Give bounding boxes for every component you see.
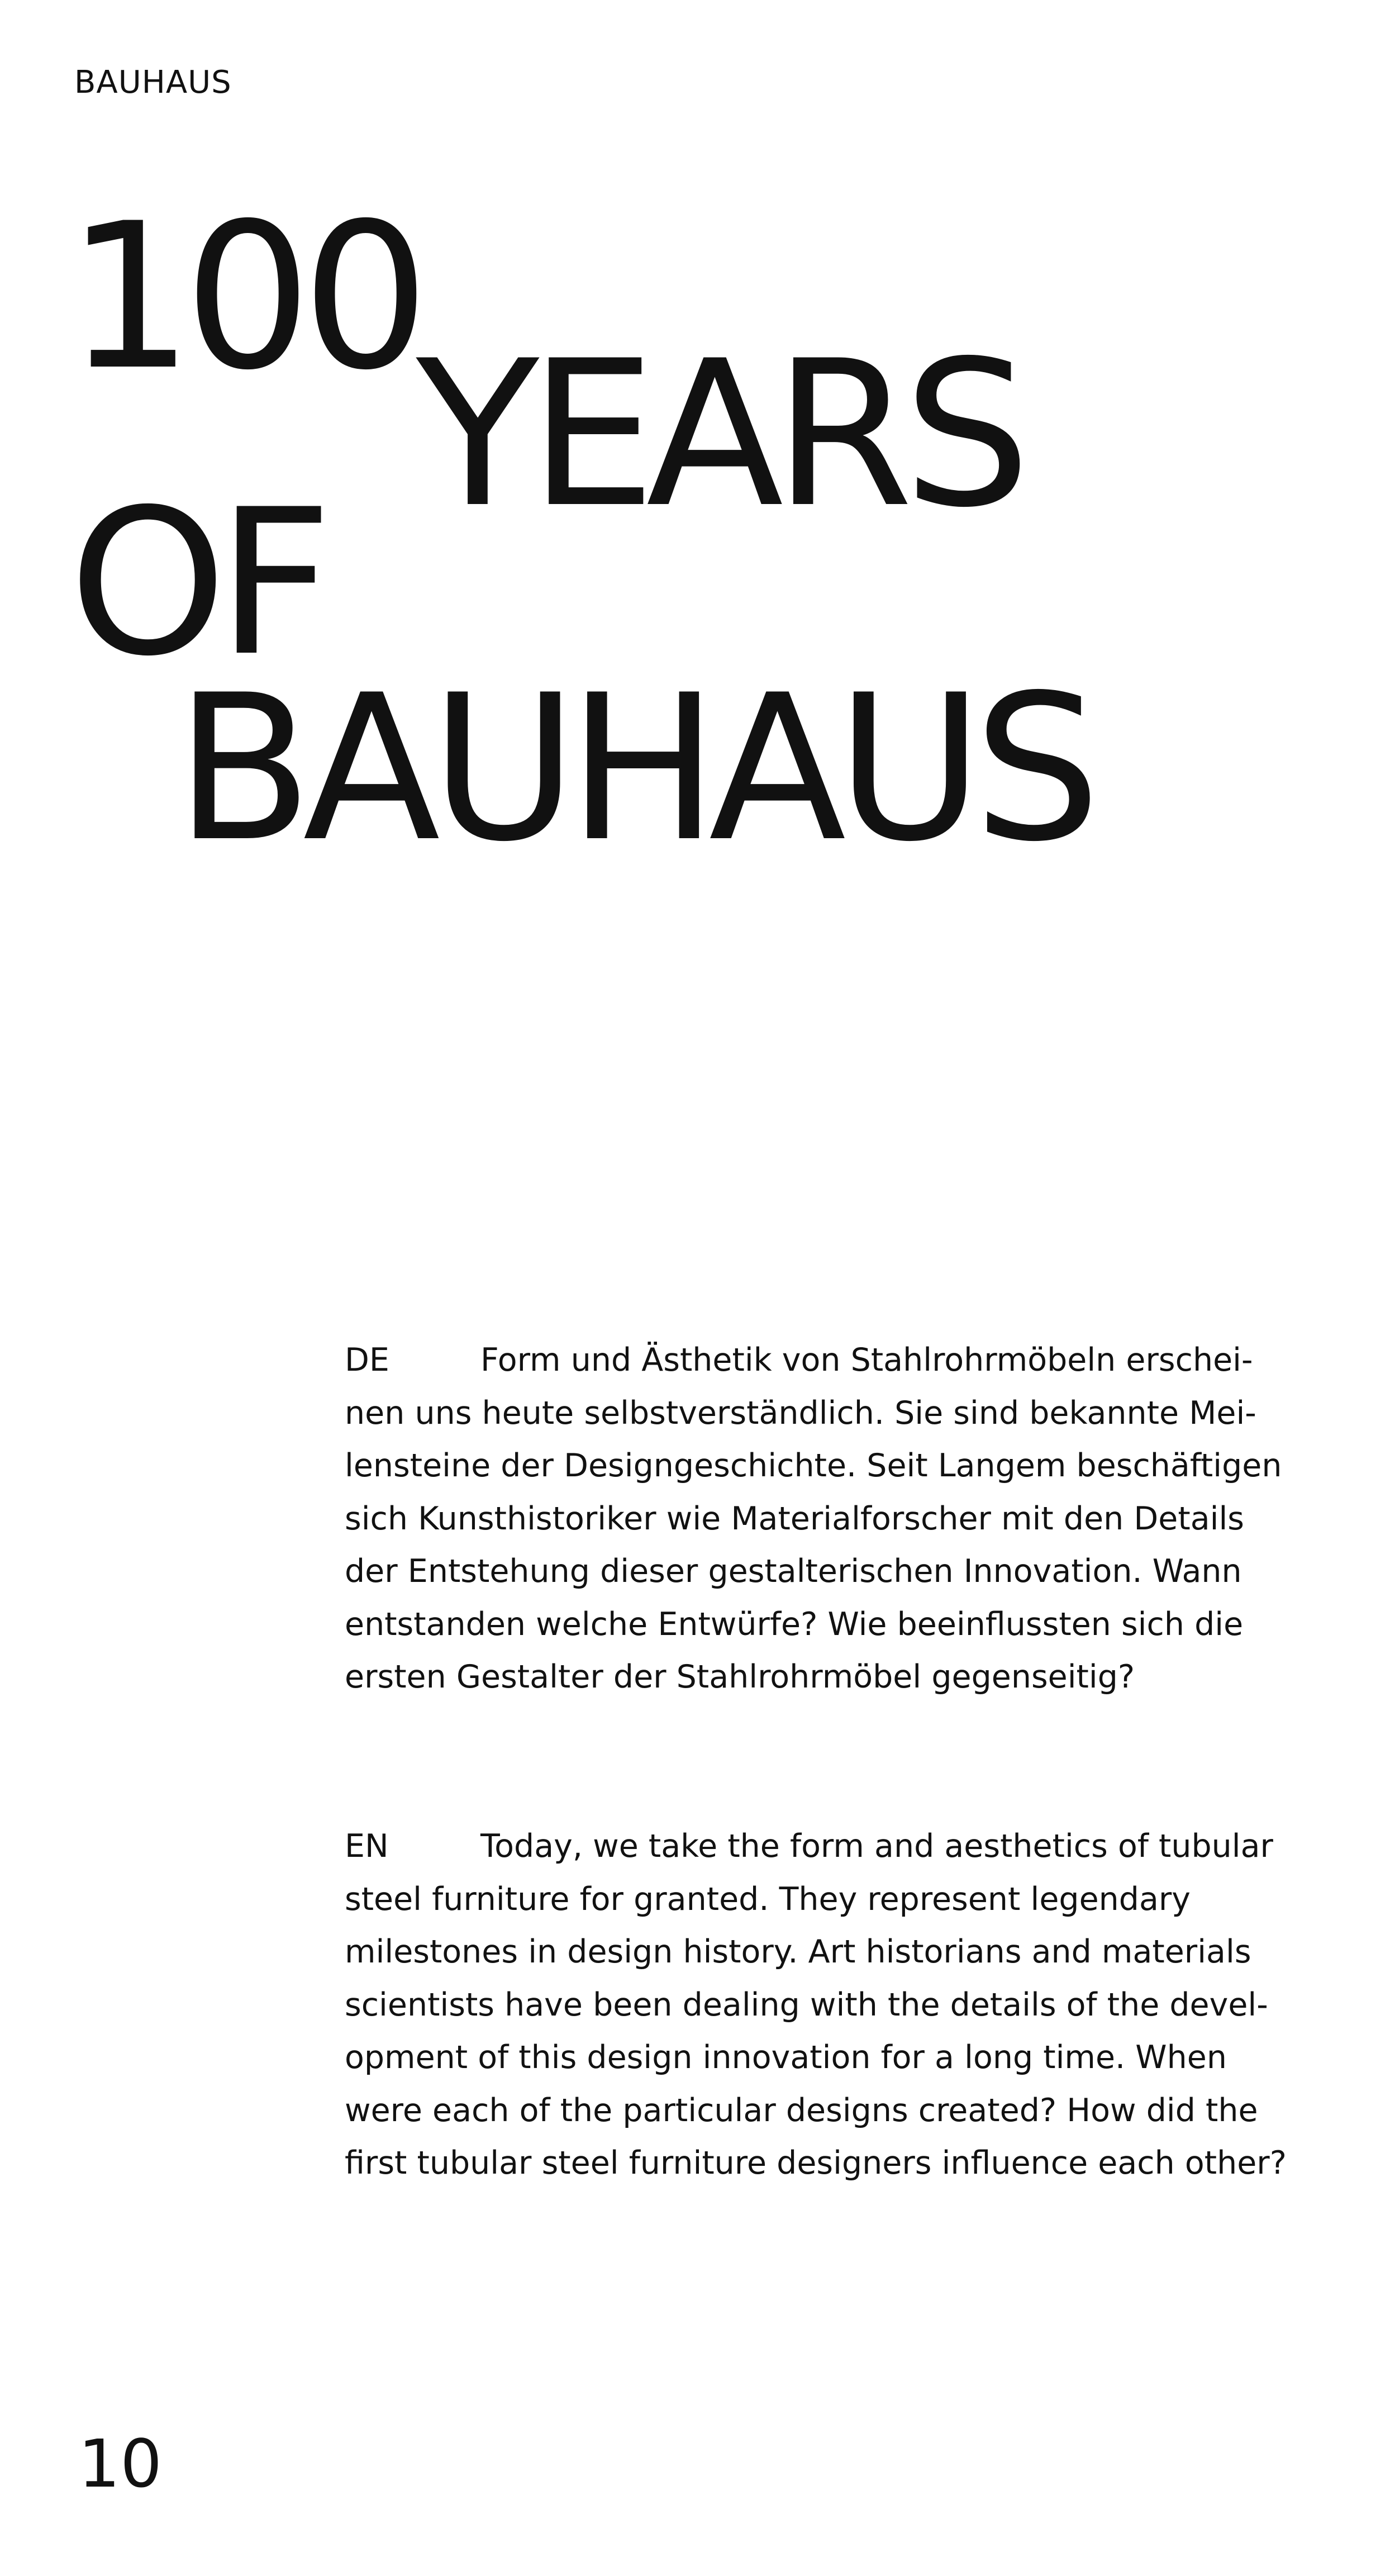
title-line-years: YEARS bbox=[416, 317, 1021, 552]
german-line: Form und Ästhetik von Stahlrohrmöbeln erschei- bbox=[480, 1342, 1253, 1379]
english-line: steel furniture for granted. They represent legendary bbox=[345, 1880, 1191, 1918]
german-paragraph bbox=[345, 1334, 1289, 1704]
page-number: 10 bbox=[78, 2425, 163, 2502]
german-line: sich Kunsthistoriker wie Materialforscher mit den Details bbox=[345, 1500, 1244, 1537]
english-line: first tubular steel furniture designers influence each other? bbox=[345, 2145, 1287, 2181]
german-line: der Entstehung dieser gestalterischen Innovation. Wann bbox=[345, 1553, 1242, 1590]
german-line: nen uns heute selbstverständlich. Sie sind bekannte Mei- bbox=[345, 1394, 1256, 1432]
english-line: opment of this design innovation for a long time. When bbox=[345, 2039, 1227, 2076]
english-line: scientists have been dealing with the details of the devel- bbox=[345, 1986, 1268, 2023]
english-line: milestones in design history. Art historians and materials bbox=[345, 1933, 1251, 1970]
language-tag-de: DE bbox=[345, 1342, 389, 1379]
german-line: ersten Gestalter der Stahlrohrmöbel gegenseitig? bbox=[345, 1658, 1135, 1695]
english-line: were each of the particular designs created? How did the bbox=[345, 2092, 1258, 2129]
title-line-bauhaus: BAUHAUS bbox=[175, 652, 1091, 886]
language-tag-en: EN bbox=[345, 1828, 389, 1865]
title-line-100: 100 bbox=[66, 180, 420, 414]
running-head: BAUHAUS bbox=[74, 64, 232, 101]
title-line-of: OF bbox=[69, 466, 323, 700]
english-paragraph bbox=[345, 1820, 1289, 2190]
german-line: lensteine der Designgeschichte. Seit Langem beschäftigen bbox=[345, 1447, 1282, 1484]
german-line: entstanden welche Entwürfe? Wie beeinflussten sich die bbox=[345, 1605, 1244, 1643]
english-line: Today, we take the form and aesthetics of tubular bbox=[480, 1828, 1273, 1865]
